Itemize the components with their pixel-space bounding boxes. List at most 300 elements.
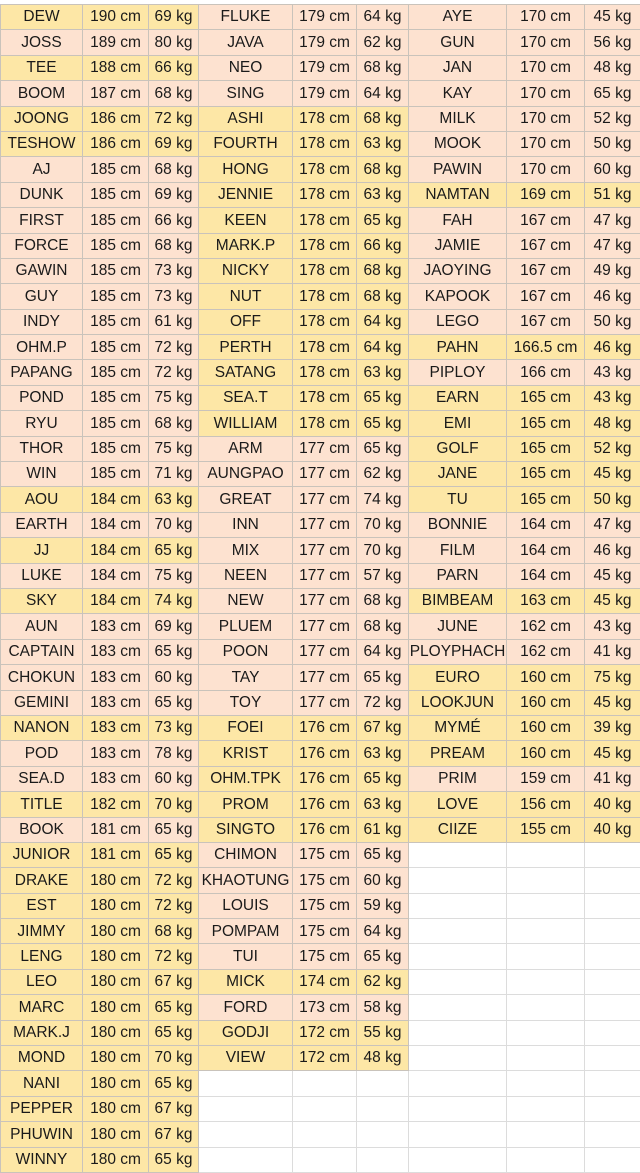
empty-cell	[409, 1046, 507, 1071]
name-cell: FORD	[199, 995, 293, 1020]
height-cell: 160 cm	[507, 715, 585, 740]
empty-cell	[585, 893, 640, 918]
name-cell: PREAM	[409, 741, 507, 766]
height-cell: 178 cm	[293, 411, 357, 436]
weight-cell: 45 kg	[585, 462, 640, 487]
name-cell: WILLIAM	[199, 411, 293, 436]
name-cell: AUNGPAO	[199, 462, 293, 487]
weight-cell: 68 kg	[357, 55, 409, 80]
weight-cell: 60 kg	[149, 766, 199, 791]
name-cell: BOOK	[1, 817, 83, 842]
table-row	[1, 284, 640, 309]
weight-cell: 78 kg	[149, 741, 199, 766]
height-cell: 179 cm	[293, 55, 357, 80]
height-cell: 175 cm	[293, 868, 357, 893]
height-cell: 163 cm	[507, 588, 585, 613]
weight-cell: 65 kg	[585, 81, 640, 106]
empty-cell	[199, 1096, 293, 1121]
table-row	[1, 563, 640, 588]
height-cell: 183 cm	[83, 614, 149, 639]
height-cell: 185 cm	[83, 208, 149, 233]
name-cell: ASHI	[199, 106, 293, 131]
table-row	[1, 1071, 640, 1096]
name-cell: MARK.J	[1, 1020, 83, 1045]
weight-cell: 63 kg	[149, 487, 199, 512]
weight-cell: 61 kg	[149, 309, 199, 334]
weight-cell: 65 kg	[357, 385, 409, 410]
height-cell: 178 cm	[293, 157, 357, 182]
name-cell: KEEN	[199, 208, 293, 233]
height-cell: 182 cm	[83, 792, 149, 817]
height-cell: 180 cm	[83, 893, 149, 918]
name-cell: JJ	[1, 538, 83, 563]
height-cell: 162 cm	[507, 639, 585, 664]
name-cell: LEO	[1, 969, 83, 994]
name-cell: LOUIS	[199, 893, 293, 918]
name-cell: NAMTAN	[409, 182, 507, 207]
table-row	[1, 969, 640, 994]
weight-cell: 67 kg	[357, 715, 409, 740]
weight-cell: 68 kg	[149, 81, 199, 106]
weight-cell: 72 kg	[149, 335, 199, 360]
name-cell: TEE	[1, 55, 83, 80]
empty-cell	[585, 1096, 640, 1121]
height-cell: 180 cm	[83, 995, 149, 1020]
table-row	[1, 436, 640, 461]
weight-cell: 73 kg	[149, 258, 199, 283]
height-cell: 180 cm	[83, 919, 149, 944]
name-cell: JAMIE	[409, 233, 507, 258]
height-cell: 170 cm	[507, 157, 585, 182]
height-cell: 160 cm	[507, 690, 585, 715]
empty-cell	[357, 1071, 409, 1096]
weight-cell: 72 kg	[149, 868, 199, 893]
weight-cell: 68 kg	[357, 157, 409, 182]
weight-cell: 45 kg	[585, 588, 640, 613]
weight-cell: 64 kg	[357, 919, 409, 944]
name-cell: NEW	[199, 588, 293, 613]
weight-cell: 68 kg	[149, 233, 199, 258]
empty-cell	[585, 919, 640, 944]
empty-cell	[409, 944, 507, 969]
table-row	[1, 538, 640, 563]
height-cell: 162 cm	[507, 614, 585, 639]
height-cell: 185 cm	[83, 258, 149, 283]
name-cell: LUKE	[1, 563, 83, 588]
table-row	[1, 1046, 640, 1071]
name-cell: FORCE	[1, 233, 83, 258]
name-cell: CHIMON	[199, 842, 293, 867]
name-cell: PEPPER	[1, 1096, 83, 1121]
weight-cell: 72 kg	[149, 893, 199, 918]
name-cell: MICK	[199, 969, 293, 994]
weight-cell: 43 kg	[585, 385, 640, 410]
name-cell: NANI	[1, 1071, 83, 1096]
height-cell: 185 cm	[83, 182, 149, 207]
weight-cell: 41 kg	[585, 639, 640, 664]
name-cell: POON	[199, 639, 293, 664]
name-cell: AYE	[409, 5, 507, 30]
weight-cell: 45 kg	[585, 690, 640, 715]
empty-cell	[409, 1071, 507, 1096]
weight-cell: 40 kg	[585, 792, 640, 817]
empty-cell	[409, 1147, 507, 1172]
weight-cell: 47 kg	[585, 233, 640, 258]
name-cell: KAPOOK	[409, 284, 507, 309]
height-cell: 177 cm	[293, 436, 357, 461]
empty-cell	[507, 1071, 585, 1096]
weight-cell: 52 kg	[585, 436, 640, 461]
height-cell: 177 cm	[293, 512, 357, 537]
name-cell: GAWIN	[1, 258, 83, 283]
weight-cell: 63 kg	[357, 792, 409, 817]
height-weight-table	[0, 4, 640, 1173]
name-cell: GREAT	[199, 487, 293, 512]
name-cell: NEEN	[199, 563, 293, 588]
weight-cell: 72 kg	[149, 360, 199, 385]
name-cell: BONNIE	[409, 512, 507, 537]
name-cell: DRAKE	[1, 868, 83, 893]
name-cell: RYU	[1, 411, 83, 436]
weight-cell: 62 kg	[357, 30, 409, 55]
height-cell: 178 cm	[293, 385, 357, 410]
empty-cell	[507, 969, 585, 994]
name-cell: JAN	[409, 55, 507, 80]
height-cell: 175 cm	[293, 893, 357, 918]
weight-cell: 65 kg	[149, 538, 199, 563]
empty-cell	[293, 1096, 357, 1121]
name-cell: KAY	[409, 81, 507, 106]
table-row	[1, 512, 640, 537]
height-cell: 187 cm	[83, 81, 149, 106]
name-cell: EURO	[409, 665, 507, 690]
weight-cell: 69 kg	[149, 131, 199, 156]
weight-cell: 66 kg	[149, 55, 199, 80]
weight-cell: 45 kg	[585, 741, 640, 766]
table-row	[1, 919, 640, 944]
empty-cell	[507, 995, 585, 1020]
empty-cell	[585, 1147, 640, 1172]
weight-cell: 65 kg	[149, 639, 199, 664]
weight-cell: 65 kg	[149, 690, 199, 715]
height-cell: 172 cm	[293, 1020, 357, 1045]
name-cell: POND	[1, 385, 83, 410]
height-cell: 177 cm	[293, 588, 357, 613]
empty-cell	[507, 842, 585, 867]
weight-cell: 68 kg	[357, 258, 409, 283]
name-cell: POMPAM	[199, 919, 293, 944]
weight-cell: 62 kg	[357, 462, 409, 487]
name-cell: GODJI	[199, 1020, 293, 1045]
height-cell: 177 cm	[293, 690, 357, 715]
table-row	[1, 893, 640, 918]
height-cell: 165 cm	[507, 487, 585, 512]
name-cell: JENNIE	[199, 182, 293, 207]
height-cell: 177 cm	[293, 563, 357, 588]
name-cell: AOU	[1, 487, 83, 512]
weight-cell: 73 kg	[149, 715, 199, 740]
weight-cell: 72 kg	[149, 944, 199, 969]
name-cell: SEA.T	[199, 385, 293, 410]
name-cell: NUT	[199, 284, 293, 309]
height-cell: 167 cm	[507, 208, 585, 233]
empty-cell	[507, 1096, 585, 1121]
weight-cell: 41 kg	[585, 766, 640, 791]
table-row	[1, 817, 640, 842]
name-cell: MIX	[199, 538, 293, 563]
name-cell: CIIZE	[409, 817, 507, 842]
name-cell: JIMMY	[1, 919, 83, 944]
table-row	[1, 106, 640, 131]
weight-cell: 69 kg	[149, 5, 199, 30]
empty-cell	[585, 1071, 640, 1096]
empty-cell	[357, 1147, 409, 1172]
height-cell: 179 cm	[293, 81, 357, 106]
name-cell: MILK	[409, 106, 507, 131]
height-cell: 183 cm	[83, 639, 149, 664]
height-cell: 177 cm	[293, 538, 357, 563]
height-cell: 180 cm	[83, 1147, 149, 1172]
weight-cell: 74 kg	[149, 588, 199, 613]
height-cell: 176 cm	[293, 715, 357, 740]
weight-cell: 50 kg	[585, 487, 640, 512]
empty-cell	[199, 1147, 293, 1172]
weight-cell: 75 kg	[149, 436, 199, 461]
empty-cell	[293, 1147, 357, 1172]
weight-cell: 65 kg	[357, 842, 409, 867]
name-cell: BOOM	[1, 81, 83, 106]
height-cell: 184 cm	[83, 512, 149, 537]
name-cell: FILM	[409, 538, 507, 563]
name-cell: AUN	[1, 614, 83, 639]
table-row	[1, 81, 640, 106]
name-cell: CAPTAIN	[1, 639, 83, 664]
table-row	[1, 182, 640, 207]
height-cell: 183 cm	[83, 741, 149, 766]
empty-cell	[409, 1096, 507, 1121]
empty-cell	[585, 1122, 640, 1147]
weight-cell: 49 kg	[585, 258, 640, 283]
weight-cell: 68 kg	[357, 284, 409, 309]
height-cell: 185 cm	[83, 436, 149, 461]
weight-cell: 65 kg	[149, 817, 199, 842]
name-cell: EARTH	[1, 512, 83, 537]
height-cell: 175 cm	[293, 842, 357, 867]
name-cell: DEW	[1, 5, 83, 30]
height-cell: 185 cm	[83, 335, 149, 360]
name-cell: KRIST	[199, 741, 293, 766]
name-cell: BIMBEAM	[409, 588, 507, 613]
name-cell: MARC	[1, 995, 83, 1020]
height-cell: 164 cm	[507, 538, 585, 563]
table-row	[1, 411, 640, 436]
height-cell: 175 cm	[293, 944, 357, 969]
height-cell: 181 cm	[83, 842, 149, 867]
weight-cell: 65 kg	[149, 842, 199, 867]
name-cell: GUN	[409, 30, 507, 55]
empty-cell	[507, 893, 585, 918]
table-row	[1, 1147, 640, 1172]
weight-cell: 65 kg	[357, 436, 409, 461]
empty-cell	[585, 1046, 640, 1071]
height-cell: 170 cm	[507, 30, 585, 55]
table-row	[1, 792, 640, 817]
table-row	[1, 741, 640, 766]
height-cell: 170 cm	[507, 131, 585, 156]
name-cell: JOONG	[1, 106, 83, 131]
weight-cell: 66 kg	[357, 233, 409, 258]
empty-cell	[409, 868, 507, 893]
table-row	[1, 868, 640, 893]
height-cell: 185 cm	[83, 233, 149, 258]
table-row	[1, 995, 640, 1020]
height-cell: 185 cm	[83, 462, 149, 487]
table-row	[1, 360, 640, 385]
weight-cell: 60 kg	[357, 868, 409, 893]
name-cell: PIPLOY	[409, 360, 507, 385]
table-row	[1, 131, 640, 156]
empty-cell	[293, 1071, 357, 1096]
weight-cell: 68 kg	[149, 157, 199, 182]
height-cell: 184 cm	[83, 588, 149, 613]
height-cell: 177 cm	[293, 639, 357, 664]
empty-cell	[507, 1147, 585, 1172]
height-cell: 189 cm	[83, 30, 149, 55]
weight-cell: 74 kg	[357, 487, 409, 512]
name-cell: EARN	[409, 385, 507, 410]
name-cell: AJ	[1, 157, 83, 182]
name-cell: SING	[199, 81, 293, 106]
weight-cell: 48 kg	[585, 411, 640, 436]
weight-cell: 48 kg	[585, 55, 640, 80]
height-cell: 176 cm	[293, 817, 357, 842]
name-cell: PAHN	[409, 335, 507, 360]
weight-cell: 56 kg	[585, 30, 640, 55]
empty-cell	[585, 1020, 640, 1045]
table-row	[1, 208, 640, 233]
name-cell: MARK.P	[199, 233, 293, 258]
weight-cell: 73 kg	[149, 284, 199, 309]
weight-cell: 43 kg	[585, 360, 640, 385]
weight-cell: 64 kg	[357, 309, 409, 334]
height-cell: 170 cm	[507, 81, 585, 106]
table-row	[1, 1122, 640, 1147]
height-cell: 176 cm	[293, 792, 357, 817]
name-cell: PHUWIN	[1, 1122, 83, 1147]
weight-cell: 71 kg	[149, 462, 199, 487]
empty-cell	[507, 1046, 585, 1071]
height-cell: 165 cm	[507, 462, 585, 487]
weight-cell: 65 kg	[357, 944, 409, 969]
height-cell: 177 cm	[293, 487, 357, 512]
empty-cell	[409, 1020, 507, 1045]
table-row	[1, 157, 640, 182]
empty-cell	[409, 969, 507, 994]
weight-cell: 65 kg	[149, 995, 199, 1020]
weight-cell: 64 kg	[357, 639, 409, 664]
table-row	[1, 715, 640, 740]
height-cell: 156 cm	[507, 792, 585, 817]
weight-cell: 48 kg	[357, 1046, 409, 1071]
height-cell: 170 cm	[507, 55, 585, 80]
height-cell: 165 cm	[507, 411, 585, 436]
name-cell: HONG	[199, 157, 293, 182]
height-cell: 167 cm	[507, 258, 585, 283]
name-cell: KHAOTUNG	[199, 868, 293, 893]
name-cell: SKY	[1, 588, 83, 613]
table-row	[1, 690, 640, 715]
height-cell: 185 cm	[83, 411, 149, 436]
name-cell: INDY	[1, 309, 83, 334]
table-row	[1, 614, 640, 639]
weight-cell: 72 kg	[357, 690, 409, 715]
weight-cell: 65 kg	[357, 766, 409, 791]
height-cell: 178 cm	[293, 284, 357, 309]
height-cell: 180 cm	[83, 1071, 149, 1096]
height-cell: 155 cm	[507, 817, 585, 842]
height-cell: 188 cm	[83, 55, 149, 80]
height-cell: 180 cm	[83, 1046, 149, 1071]
height-cell: 178 cm	[293, 131, 357, 156]
name-cell: TESHOW	[1, 131, 83, 156]
height-cell: 178 cm	[293, 208, 357, 233]
height-cell: 167 cm	[507, 233, 585, 258]
name-cell: TAY	[199, 665, 293, 690]
name-cell: FOEI	[199, 715, 293, 740]
name-cell: JUNIOR	[1, 842, 83, 867]
weight-cell: 61 kg	[357, 817, 409, 842]
empty-cell	[409, 1122, 507, 1147]
name-cell: FIRST	[1, 208, 83, 233]
name-cell: POD	[1, 741, 83, 766]
weight-cell: 69 kg	[149, 614, 199, 639]
name-cell: SINGTO	[199, 817, 293, 842]
weight-cell: 60 kg	[585, 157, 640, 182]
empty-cell	[409, 995, 507, 1020]
height-cell: 165 cm	[507, 385, 585, 410]
name-cell: DUNK	[1, 182, 83, 207]
empty-cell	[409, 842, 507, 867]
name-cell: GOLF	[409, 436, 507, 461]
name-cell: TU	[409, 487, 507, 512]
height-cell: 186 cm	[83, 131, 149, 156]
height-cell: 174 cm	[293, 969, 357, 994]
table-row	[1, 842, 640, 867]
table-row	[1, 588, 640, 613]
name-cell: WINNY	[1, 1147, 83, 1172]
table-row	[1, 335, 640, 360]
weight-cell: 70 kg	[149, 512, 199, 537]
empty-cell	[585, 969, 640, 994]
weight-cell: 43 kg	[585, 614, 640, 639]
height-cell: 179 cm	[293, 5, 357, 30]
weight-cell: 68 kg	[149, 919, 199, 944]
weight-cell: 64 kg	[357, 335, 409, 360]
height-cell: 183 cm	[83, 690, 149, 715]
name-cell: OFF	[199, 309, 293, 334]
name-cell: LEGO	[409, 309, 507, 334]
height-cell: 185 cm	[83, 284, 149, 309]
weight-cell: 70 kg	[149, 1046, 199, 1071]
weight-cell: 65 kg	[357, 208, 409, 233]
table-row	[1, 944, 640, 969]
empty-cell	[409, 919, 507, 944]
name-cell: MOND	[1, 1046, 83, 1071]
height-cell: 164 cm	[507, 512, 585, 537]
weight-cell: 50 kg	[585, 131, 640, 156]
name-cell: FOURTH	[199, 131, 293, 156]
name-cell: GEMINI	[1, 690, 83, 715]
